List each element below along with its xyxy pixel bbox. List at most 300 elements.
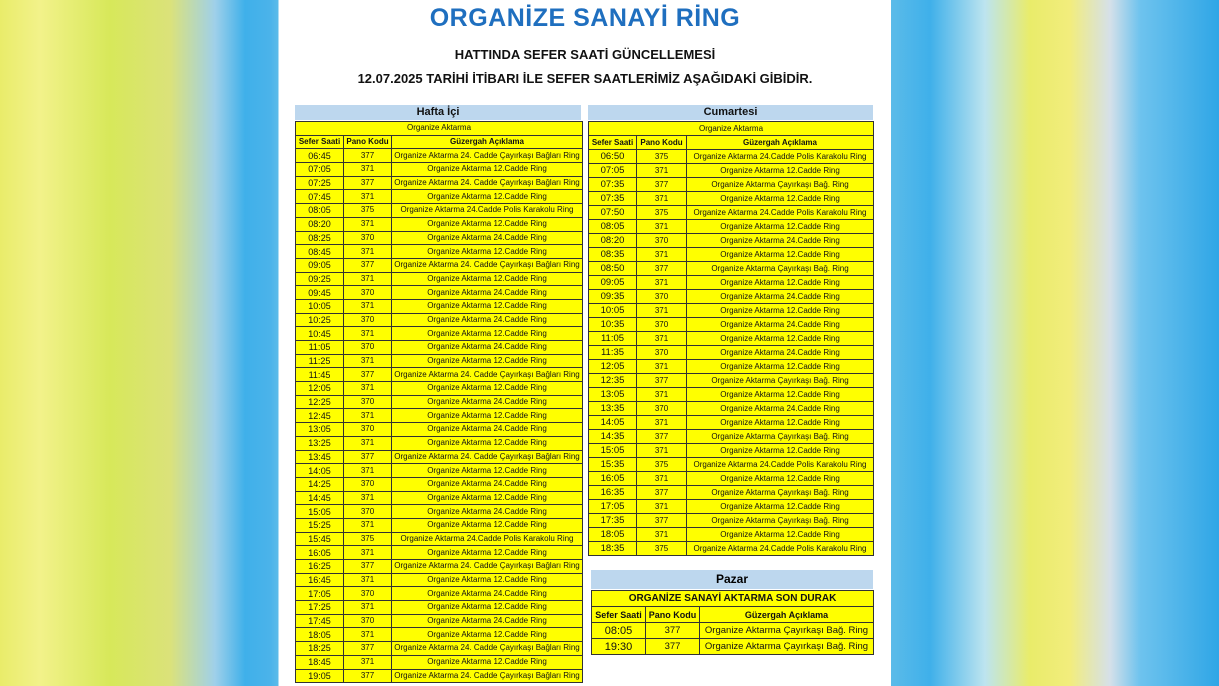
departure-time: 12:05 bbox=[296, 382, 344, 396]
route-code: 370 bbox=[344, 614, 392, 628]
table-row bbox=[589, 304, 874, 318]
route-description: Organize Aktarma Çayırkaşı Bağ. Ring bbox=[700, 623, 874, 639]
route-description: Organize Aktarma 12.Cadde Ring bbox=[687, 416, 874, 430]
route-description: Organize Aktarma 12.Cadde Ring bbox=[392, 190, 583, 204]
departure-time: 16:35 bbox=[589, 486, 637, 500]
table-row bbox=[589, 220, 874, 234]
route-description: Organize Aktarma 24. Cadde Çayırkaşı Bağları Ring bbox=[392, 258, 583, 272]
departure-time: 10:45 bbox=[296, 327, 344, 341]
departure-time: 16:25 bbox=[296, 560, 344, 574]
route-description: Organize Aktarma 12.Cadde Ring bbox=[687, 332, 874, 346]
route-code: 371 bbox=[637, 500, 687, 514]
table-row bbox=[589, 318, 874, 332]
route-description: Organize Aktarma 12.Cadde Ring bbox=[687, 164, 874, 178]
route-description: Organize Aktarma 12.Cadde Ring bbox=[392, 546, 583, 560]
table-row bbox=[589, 458, 874, 472]
table-row bbox=[589, 276, 874, 290]
departure-time: 09:35 bbox=[589, 290, 637, 304]
column-header-code: Pano Kodu bbox=[646, 607, 700, 623]
route-description: Organize Aktarma 12.Cadde Ring bbox=[687, 500, 874, 514]
route-description: Organize Aktarma 12.Cadde Ring bbox=[392, 436, 583, 450]
departure-time: 15:25 bbox=[296, 518, 344, 532]
route-description: Organize Aktarma 24.Cadde Ring bbox=[392, 395, 583, 409]
departure-time: 07:35 bbox=[589, 192, 637, 206]
column-header-time: Sefer Saati bbox=[589, 136, 637, 150]
departure-time: 14:05 bbox=[296, 464, 344, 478]
departure-time: 07:05 bbox=[296, 163, 344, 177]
route-description: Organize Aktarma 12.Cadde Ring bbox=[392, 409, 583, 423]
route-code: 371 bbox=[344, 655, 392, 669]
route-code: 377 bbox=[646, 639, 700, 655]
route-code: 371 bbox=[637, 192, 687, 206]
table-row bbox=[589, 514, 874, 528]
table-row bbox=[296, 560, 583, 574]
table-row bbox=[296, 491, 583, 505]
column-header-code: Pano Kodu bbox=[344, 135, 392, 149]
route-code: 371 bbox=[344, 382, 392, 396]
departure-time: 09:05 bbox=[589, 276, 637, 290]
departure-time: 15:35 bbox=[589, 458, 637, 472]
column-header-route: Güzergah Açıklama bbox=[392, 135, 583, 149]
departure-time: 09:25 bbox=[296, 272, 344, 286]
route-code: 371 bbox=[344, 628, 392, 642]
route-description: Organize Aktarma 12.Cadde Ring bbox=[392, 272, 583, 286]
departure-time: 13:05 bbox=[296, 423, 344, 437]
route-code: 377 bbox=[344, 176, 392, 190]
departure-time: 08:25 bbox=[296, 231, 344, 245]
departure-time: 13:25 bbox=[296, 436, 344, 450]
table-row bbox=[296, 614, 583, 628]
departure-time: 15:05 bbox=[296, 505, 344, 519]
route-code: 371 bbox=[637, 304, 687, 318]
departure-time: 10:25 bbox=[296, 313, 344, 327]
route-code: 370 bbox=[344, 231, 392, 245]
route-code: 371 bbox=[344, 163, 392, 177]
table-row bbox=[296, 327, 583, 341]
route-description: Organize Aktarma 24. Cadde Çayırkaşı Bağları Ring bbox=[392, 450, 583, 464]
table-row bbox=[589, 360, 874, 374]
route-description: Organize Aktarma 12.Cadde Ring bbox=[687, 360, 874, 374]
section-row bbox=[296, 122, 583, 136]
table-row bbox=[296, 286, 583, 300]
departure-time: 08:45 bbox=[296, 245, 344, 259]
section-title: Organize Aktarma bbox=[589, 122, 874, 136]
table-row bbox=[589, 542, 874, 556]
departure-time: 14:05 bbox=[589, 416, 637, 430]
departure-time: 18:45 bbox=[296, 655, 344, 669]
departure-time: 12:35 bbox=[589, 374, 637, 388]
saturday-header: Cumartesi bbox=[588, 105, 873, 120]
departure-time: 15:45 bbox=[296, 532, 344, 546]
table-row bbox=[296, 518, 583, 532]
table-row bbox=[589, 332, 874, 346]
route-description: Organize Aktarma 24.Cadde Ring bbox=[392, 505, 583, 519]
route-description: Organize Aktarma 24. Cadde Çayırkaşı Bağları Ring bbox=[392, 368, 583, 382]
table-row bbox=[296, 464, 583, 478]
route-code: 377 bbox=[344, 642, 392, 656]
table-row bbox=[296, 655, 583, 669]
route-description: Organize Aktarma 24.Cadde Ring bbox=[392, 231, 583, 245]
route-code: 377 bbox=[646, 623, 700, 639]
route-code: 375 bbox=[637, 150, 687, 164]
route-code: 375 bbox=[637, 206, 687, 220]
column-header-row bbox=[592, 607, 874, 623]
route-description: Organize Aktarma 24.Cadde Ring bbox=[392, 341, 583, 355]
departure-time: 08:50 bbox=[589, 262, 637, 276]
table-row bbox=[296, 450, 583, 464]
route-code: 371 bbox=[344, 601, 392, 615]
route-description: Organize Aktarma Çayırkaşı Bağ. Ring bbox=[700, 639, 874, 655]
table-row bbox=[296, 477, 583, 491]
table-row bbox=[296, 299, 583, 313]
table-row bbox=[296, 601, 583, 615]
route-code: 371 bbox=[637, 388, 687, 402]
route-code: 371 bbox=[637, 444, 687, 458]
departure-time: 09:05 bbox=[296, 258, 344, 272]
departure-time: 12:45 bbox=[296, 409, 344, 423]
table-row bbox=[296, 149, 583, 163]
route-code: 377 bbox=[344, 149, 392, 163]
departure-time: 07:05 bbox=[589, 164, 637, 178]
route-code: 370 bbox=[637, 402, 687, 416]
route-code: 371 bbox=[344, 190, 392, 204]
departure-time: 17:25 bbox=[296, 601, 344, 615]
route-description: Organize Aktarma 24.Cadde Polis Karakolu Ring bbox=[392, 204, 583, 218]
table-row bbox=[296, 163, 583, 177]
departure-time: 19:05 bbox=[296, 669, 344, 683]
section-title: ORGANİZE SANAYİ AKTARMA SON DURAK bbox=[592, 591, 874, 607]
table-row bbox=[589, 206, 874, 220]
saturday-table bbox=[588, 121, 874, 556]
departure-time: 09:45 bbox=[296, 286, 344, 300]
route-description: Organize Aktarma 12.Cadde Ring bbox=[392, 354, 583, 368]
route-code: 370 bbox=[344, 395, 392, 409]
route-description: Organize Aktarma Çayırkaşı Bağ. Ring bbox=[687, 178, 874, 192]
column-header-route: Güzergah Açıklama bbox=[687, 136, 874, 150]
departure-time: 06:45 bbox=[296, 149, 344, 163]
route-code: 370 bbox=[637, 346, 687, 360]
departure-time: 18:25 bbox=[296, 642, 344, 656]
route-code: 371 bbox=[344, 436, 392, 450]
table-row bbox=[589, 248, 874, 262]
route-description: Organize Aktarma 12.Cadde Ring bbox=[392, 573, 583, 587]
route-code: 371 bbox=[637, 360, 687, 374]
route-code: 371 bbox=[637, 276, 687, 290]
route-code: 370 bbox=[637, 290, 687, 304]
departure-time: 16:45 bbox=[296, 573, 344, 587]
route-code: 375 bbox=[344, 204, 392, 218]
route-description: Organize Aktarma 24.Cadde Ring bbox=[687, 346, 874, 360]
route-code: 377 bbox=[637, 374, 687, 388]
route-description: Organize Aktarma 24.Cadde Ring bbox=[392, 477, 583, 491]
table-row bbox=[296, 354, 583, 368]
route-description: Organize Aktarma 12.Cadde Ring bbox=[392, 518, 583, 532]
route-description: Organize Aktarma 24.Cadde Ring bbox=[392, 614, 583, 628]
table-row bbox=[589, 234, 874, 248]
section-row bbox=[589, 122, 874, 136]
route-code: 371 bbox=[344, 573, 392, 587]
route-code: 377 bbox=[344, 368, 392, 382]
departure-time: 11:25 bbox=[296, 354, 344, 368]
route-code: 371 bbox=[344, 491, 392, 505]
departure-time: 10:35 bbox=[589, 318, 637, 332]
departure-time: 08:05 bbox=[296, 204, 344, 218]
column-header-time: Sefer Saati bbox=[296, 135, 344, 149]
table-row bbox=[589, 290, 874, 304]
document-subtitle: HATTINDA SEFER SAATİ GÜNCELLEMESİ bbox=[454, 47, 716, 62]
table-row bbox=[589, 430, 874, 444]
column-header-route: Güzergah Açıklama bbox=[700, 607, 874, 623]
table-row bbox=[589, 472, 874, 486]
route-description: Organize Aktarma 12.Cadde Ring bbox=[392, 628, 583, 642]
route-description: Organize Aktarma 24.Cadde Ring bbox=[392, 587, 583, 601]
route-code: 370 bbox=[344, 587, 392, 601]
departure-time: 16:05 bbox=[296, 546, 344, 560]
route-code: 371 bbox=[637, 248, 687, 262]
departure-time: 13:45 bbox=[296, 450, 344, 464]
route-code: 377 bbox=[344, 669, 392, 683]
departure-time: 07:25 bbox=[296, 176, 344, 190]
route-description: Organize Aktarma 24.Cadde Ring bbox=[687, 234, 874, 248]
table-row bbox=[296, 642, 583, 656]
table-row bbox=[296, 382, 583, 396]
route-description: Organize Aktarma 12.Cadde Ring bbox=[687, 276, 874, 290]
route-description: Organize Aktarma 24.Cadde Ring bbox=[687, 290, 874, 304]
route-description: Organize Aktarma 24.Cadde Ring bbox=[687, 402, 874, 416]
route-description: Organize Aktarma 12.Cadde Ring bbox=[687, 528, 874, 542]
route-description: Organize Aktarma 24.Cadde Ring bbox=[687, 318, 874, 332]
route-code: 375 bbox=[637, 542, 687, 556]
table-row bbox=[296, 573, 583, 587]
sunday-table bbox=[591, 590, 874, 655]
table-row bbox=[589, 374, 874, 388]
route-code: 370 bbox=[637, 234, 687, 248]
route-description: Organize Aktarma Çayırkaşı Bağ. Ring bbox=[687, 430, 874, 444]
route-code: 371 bbox=[637, 164, 687, 178]
departure-time: 08:05 bbox=[592, 623, 646, 639]
route-code: 371 bbox=[344, 546, 392, 560]
route-code: 377 bbox=[344, 560, 392, 574]
table-row bbox=[296, 231, 583, 245]
departure-time: 07:35 bbox=[589, 178, 637, 192]
route-description: Organize Aktarma Çayırkaşı Bağ. Ring bbox=[687, 262, 874, 276]
route-description: Organize Aktarma 12.Cadde Ring bbox=[687, 304, 874, 318]
departure-time: 13:35 bbox=[589, 402, 637, 416]
column-header-time: Sefer Saati bbox=[592, 607, 646, 623]
departure-time: 07:45 bbox=[296, 190, 344, 204]
route-code: 371 bbox=[344, 464, 392, 478]
route-description: Organize Aktarma Çayırkaşı Bağ. Ring bbox=[687, 486, 874, 500]
table-row bbox=[589, 192, 874, 206]
route-code: 371 bbox=[637, 220, 687, 234]
departure-time: 12:05 bbox=[589, 360, 637, 374]
route-description: Organize Aktarma 12.Cadde Ring bbox=[687, 472, 874, 486]
document-title: ORGANİZE SANAYİ RİNG bbox=[429, 4, 741, 32]
route-description: Organize Aktarma 12.Cadde Ring bbox=[687, 388, 874, 402]
route-description: Organize Aktarma 12.Cadde Ring bbox=[392, 464, 583, 478]
departure-time: 11:05 bbox=[296, 341, 344, 355]
weekday-header: Hafta İçi bbox=[295, 105, 581, 120]
route-code: 371 bbox=[344, 217, 392, 231]
table-row bbox=[296, 190, 583, 204]
table-row bbox=[296, 409, 583, 423]
table-row bbox=[296, 587, 583, 601]
table-row bbox=[296, 669, 583, 683]
departure-time: 18:05 bbox=[589, 528, 637, 542]
timetable-document bbox=[279, 0, 891, 686]
route-code: 371 bbox=[637, 416, 687, 430]
table-row bbox=[589, 388, 874, 402]
route-description: Organize Aktarma 24. Cadde Çayırkaşı Bağları Ring bbox=[392, 669, 583, 683]
departure-time: 12:25 bbox=[296, 395, 344, 409]
table-row bbox=[592, 639, 874, 655]
column-header-row bbox=[589, 136, 874, 150]
route-description: Organize Aktarma 12.Cadde Ring bbox=[392, 382, 583, 396]
departure-time: 13:05 bbox=[589, 388, 637, 402]
departure-time: 08:20 bbox=[589, 234, 637, 248]
route-description: Organize Aktarma 12.Cadde Ring bbox=[392, 601, 583, 615]
route-code: 371 bbox=[344, 245, 392, 259]
departure-time: 10:05 bbox=[589, 304, 637, 318]
table-row bbox=[296, 313, 583, 327]
table-row bbox=[589, 528, 874, 542]
route-code: 377 bbox=[637, 178, 687, 192]
table-row bbox=[296, 176, 583, 190]
table-row bbox=[589, 178, 874, 192]
route-description: Organize Aktarma 24. Cadde Çayırkaşı Bağları Ring bbox=[392, 560, 583, 574]
route-code: 377 bbox=[637, 262, 687, 276]
section-row bbox=[592, 591, 874, 607]
route-description: Organize Aktarma 12.Cadde Ring bbox=[392, 299, 583, 313]
table-row bbox=[296, 245, 583, 259]
departure-time: 18:05 bbox=[296, 628, 344, 642]
route-description: Organize Aktarma 12.Cadde Ring bbox=[392, 163, 583, 177]
table-row bbox=[296, 368, 583, 382]
departure-time: 17:05 bbox=[589, 500, 637, 514]
route-code: 377 bbox=[637, 486, 687, 500]
weekday-table bbox=[295, 121, 583, 683]
table-row bbox=[296, 532, 583, 546]
table-row bbox=[296, 217, 583, 231]
route-description: Organize Aktarma 12.Cadde Ring bbox=[392, 245, 583, 259]
route-code: 371 bbox=[637, 472, 687, 486]
route-code: 370 bbox=[344, 505, 392, 519]
route-description: Organize Aktarma 24. Cadde Çayırkaşı Bağları Ring bbox=[392, 149, 583, 163]
table-row bbox=[296, 546, 583, 560]
route-description: Organize Aktarma 24.Cadde Ring bbox=[392, 286, 583, 300]
route-code: 370 bbox=[344, 477, 392, 491]
departure-time: 11:45 bbox=[296, 368, 344, 382]
table-row bbox=[296, 395, 583, 409]
departure-time: 15:05 bbox=[589, 444, 637, 458]
departure-time: 17:05 bbox=[296, 587, 344, 601]
table-row bbox=[592, 623, 874, 639]
route-code: 370 bbox=[344, 313, 392, 327]
route-description: Organize Aktarma 12.Cadde Ring bbox=[687, 220, 874, 234]
departure-time: 11:35 bbox=[589, 346, 637, 360]
table-row bbox=[589, 486, 874, 500]
route-description: Organize Aktarma 12.Cadde Ring bbox=[392, 327, 583, 341]
route-code: 370 bbox=[344, 341, 392, 355]
route-description: Organize Aktarma 24. Cadde Çayırkaşı Bağları Ring bbox=[392, 176, 583, 190]
route-description: Organize Aktarma 12.Cadde Ring bbox=[392, 655, 583, 669]
table-row bbox=[296, 628, 583, 642]
departure-time: 07:50 bbox=[589, 206, 637, 220]
departure-time: 14:45 bbox=[296, 491, 344, 505]
route-description: Organize Aktarma 24. Cadde Çayırkaşı Bağları Ring bbox=[392, 642, 583, 656]
table-row bbox=[589, 500, 874, 514]
departure-time: 14:35 bbox=[589, 430, 637, 444]
route-description: Organize Aktarma 24.Cadde Polis Karakolu Ring bbox=[687, 458, 874, 472]
route-code: 377 bbox=[637, 430, 687, 444]
table-row bbox=[589, 164, 874, 178]
route-code: 370 bbox=[344, 423, 392, 437]
route-description: Organize Aktarma 24.Cadde Polis Karakolu Ring bbox=[392, 532, 583, 546]
route-code: 371 bbox=[344, 327, 392, 341]
table-row bbox=[589, 150, 874, 164]
route-code: 375 bbox=[344, 532, 392, 546]
route-code: 371 bbox=[344, 409, 392, 423]
route-code: 371 bbox=[344, 299, 392, 313]
table-row bbox=[589, 262, 874, 276]
departure-time: 08:05 bbox=[589, 220, 637, 234]
departure-time: 10:05 bbox=[296, 299, 344, 313]
route-description: Organize Aktarma 12.Cadde Ring bbox=[687, 192, 874, 206]
departure-time: 08:20 bbox=[296, 217, 344, 231]
table-row bbox=[296, 505, 583, 519]
route-description: Organize Aktarma 24.Cadde Polis Karakolu Ring bbox=[687, 206, 874, 220]
departure-time: 08:35 bbox=[589, 248, 637, 262]
departure-time: 11:05 bbox=[589, 332, 637, 346]
sunday-header: Pazar bbox=[591, 570, 873, 589]
route-code: 371 bbox=[344, 518, 392, 532]
table-row bbox=[296, 258, 583, 272]
table-row bbox=[296, 341, 583, 355]
table-row bbox=[296, 436, 583, 450]
table-row bbox=[296, 423, 583, 437]
departure-time: 18:35 bbox=[589, 542, 637, 556]
route-code: 371 bbox=[637, 332, 687, 346]
table-row bbox=[589, 402, 874, 416]
route-description: Organize Aktarma 12.Cadde Ring bbox=[392, 491, 583, 505]
route-description: Organize Aktarma Çayırkaşı Bağ. Ring bbox=[687, 514, 874, 528]
route-code: 370 bbox=[344, 286, 392, 300]
table-row bbox=[589, 346, 874, 360]
route-description: Organize Aktarma 12.Cadde Ring bbox=[687, 248, 874, 262]
column-header-code: Pano Kodu bbox=[637, 136, 687, 150]
route-code: 370 bbox=[637, 318, 687, 332]
route-description: Organize Aktarma 12.Cadde Ring bbox=[687, 444, 874, 458]
route-description: Organize Aktarma 24.Cadde Polis Karakolu Ring bbox=[687, 150, 874, 164]
departure-time: 17:45 bbox=[296, 614, 344, 628]
table-row bbox=[296, 204, 583, 218]
route-description: Organize Aktarma 24.Cadde Ring bbox=[392, 423, 583, 437]
table-row bbox=[589, 416, 874, 430]
departure-time: 14:25 bbox=[296, 477, 344, 491]
route-code: 371 bbox=[637, 528, 687, 542]
departure-time: 17:35 bbox=[589, 514, 637, 528]
table-row bbox=[589, 444, 874, 458]
route-code: 377 bbox=[344, 450, 392, 464]
route-code: 371 bbox=[344, 272, 392, 286]
departure-time: 06:50 bbox=[589, 150, 637, 164]
effective-date-notice: 12.07.2025 TARİHİ İTİBARI İLE SEFER SAATLERİMİZ AŞAĞIDAKİ GİBİDİR. bbox=[357, 71, 813, 86]
route-description: Organize Aktarma 24.Cadde Ring bbox=[392, 313, 583, 327]
route-code: 377 bbox=[637, 514, 687, 528]
table-row bbox=[296, 272, 583, 286]
column-header-row bbox=[296, 135, 583, 149]
route-code: 377 bbox=[344, 258, 392, 272]
